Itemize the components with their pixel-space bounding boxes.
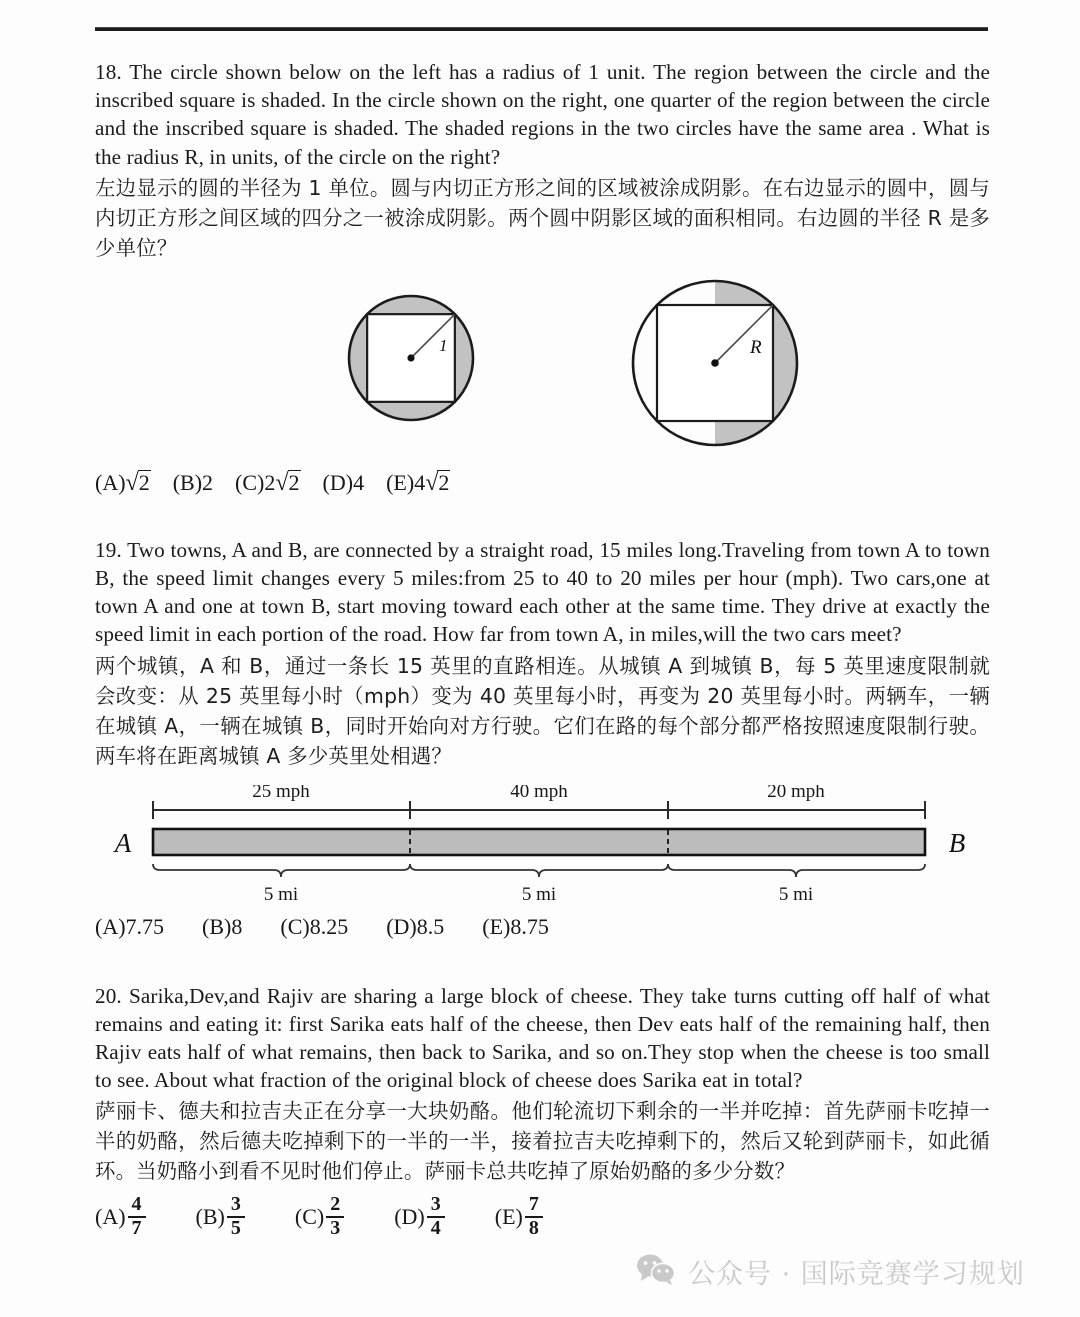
question-20-choices: [95, 1194, 990, 1239]
choice-20-A-numerator: 4: [131, 1193, 142, 1216]
choice-18-C[interactable]: [235, 470, 301, 496]
choice-20-D-key: (D): [394, 1204, 425, 1230]
question-18-chinese: 左边显示的圆的半径为 1 单位。圆与内切正方形之间的区域被涂成阴影。在右边显示的圆中，圆与内切正方形之间区域的四分之一被涂成阴影。两个圆中阴影区域的面积相同。右边圆的半径 R 是多少单位？: [95, 175, 990, 260]
choice-20-C[interactable]: [295, 1194, 346, 1239]
choice-19-B-key: (B): [202, 913, 232, 939]
choice-20-A-fraction: [128, 1194, 146, 1239]
choice-19-C[interactable]: [280, 914, 348, 940]
choice-19-E[interactable]: [482, 914, 549, 940]
choice-18-B-key: (B): [172, 469, 203, 495]
choice-20-D-denominator: 4: [427, 1216, 445, 1240]
question-18-choices: [95, 470, 990, 496]
two-circles-svg: [95, 263, 990, 468]
road-bar-svg: [95, 785, 990, 910]
question-19: [95, 536, 990, 940]
choice-18-B[interactable]: [173, 470, 213, 496]
choice-19-A[interactable]: [95, 914, 164, 940]
choice-19-D-key: (D): [386, 913, 417, 939]
choice-20-B-key: (B): [195, 1204, 225, 1230]
town-label-B: B: [948, 827, 966, 858]
right-circle-group: [633, 281, 797, 445]
right-center-dot: [711, 359, 719, 367]
question-19-choices: [95, 914, 990, 940]
choice-19-B[interactable]: [202, 914, 242, 940]
choice-20-B-fraction: [227, 1194, 245, 1239]
choice-19-E-value: 8.75: [510, 913, 549, 939]
choice-20-E[interactable]: [495, 1194, 545, 1239]
speed-label-0: 25 mph: [252, 784, 310, 802]
choice-18-A-key: (A): [95, 469, 126, 495]
distance-label-0: 5 mi: [263, 883, 299, 905]
choice-20-B[interactable]: [196, 1194, 247, 1239]
question-18-english: 18. The circle shown below on the left has a radius of 1 unit. The region between the circle and the inscribed square is shaded. In the circle shown on the right, one quarter of the region between the circle and the inscribed square is shaded. The shaded regions in the two circles have the same area . What is the radius R, in units, of the circle on the right?: [95, 60, 990, 169]
town-label-A: A: [114, 827, 132, 858]
wechat-icon: [636, 1253, 676, 1291]
choice-19-D[interactable]: [386, 914, 444, 940]
choice-19-D-value: 8.5: [416, 913, 445, 939]
road-bar: [153, 829, 925, 855]
question-18: [95, 58, 990, 496]
choice-18-A[interactable]: [95, 470, 151, 496]
choice-19-A-key: (A): [95, 913, 126, 939]
choice-20-C-denominator: 3: [326, 1216, 344, 1240]
distance-label-2: 5 mi: [778, 883, 814, 905]
distance-label-1: 5 mi: [521, 883, 557, 905]
choice-20-D-fraction: [427, 1194, 445, 1239]
question-19-english: 19. Two towns, A and B, are connected by a straight road, 15 miles long.Traveling from town A to town B, the speed limit changes every 5 miles:from 25 to 40 to 20 miles per hour (mph). Two cars,one at town A and one at town B, start moving toward each other at the same time. They drive at exactly the speed limit in each portion of the road. How far from town A, in miles,will the two cars meet?: [95, 537, 990, 647]
choice-18-D-value: 4: [353, 469, 365, 495]
choice-18-E[interactable]: [386, 470, 450, 496]
choice-20-C-numerator: 2: [330, 1193, 341, 1216]
choice-20-A-key: (A): [95, 1204, 126, 1230]
choice-20-E-key: (E): [494, 1204, 523, 1230]
choice-18-D-key: (D): [322, 469, 354, 495]
choice-18-C-key: (C): [235, 469, 265, 495]
choice-19-E-key: (E): [482, 913, 511, 939]
question-19-chinese: 两个城镇，A 和 B，通过一条长 15 英里的直路相连。从城镇 A 到城镇 B，每 5 英里速度限制就会改变：从 25 英里每小时（mph）变为 40 英里每小时，再变为 20 英里每小时。两辆车，一辆在城镇 A，一辆在城镇 B，同时开始向对方行驶。它们在路的每个部分都严格按照速度限制行驶。两车将在距离城镇 A 多少英里处相遇？: [95, 653, 990, 768]
choice-19-A-value: 7.75: [125, 913, 165, 939]
choice-20-B-denominator: 5: [227, 1216, 245, 1240]
choice-18-D[interactable]: [323, 470, 365, 496]
road-top-measure: [153, 801, 925, 819]
figure-two-circles: [95, 263, 990, 468]
choice-19-C-key: (C): [280, 913, 310, 939]
choice-19-C-value: 8.25: [309, 913, 349, 939]
watermark-text: 公众号 · 国际竞赛学习规划: [688, 1259, 1025, 1290]
choice-20-B-numerator: 3: [230, 1193, 241, 1216]
choice-18-E-key: (E): [386, 469, 415, 495]
document-content: [95, 58, 990, 1240]
left-radius-label: 1: [439, 335, 448, 355]
left-circle-group: [349, 296, 473, 420]
choice-20-E-denominator: 8: [525, 1216, 543, 1240]
top-horizontal-rule: [95, 27, 988, 31]
choice-18-A-value: √ 2: [125, 470, 150, 497]
choice-20-C-key: (C): [294, 1204, 325, 1230]
speed-label-1: 40 mph: [510, 784, 568, 802]
speed-label-2: 20 mph: [767, 784, 825, 802]
choice-20-E-fraction: [525, 1194, 543, 1239]
question-20: [95, 982, 990, 1240]
choice-18-B-value: 2: [202, 469, 214, 495]
left-center-dot: [407, 354, 414, 361]
question-20-chinese: 萨丽卡、德夫和拉吉夫正在分享一大块奶酪。他们轮流切下剩余的一半并吃掉：首先萨丽卡吃掉一半的奶酪，然后德夫吃掉剩下的一半的一半，接着拉吉夫吃掉剩下的，然后又轮到萨丽卡，如此循环。当奶酪小到看不见时他们停止。萨丽卡总共吃掉了原始奶酪的多少分数？: [95, 1099, 990, 1184]
choice-20-A-denominator: 7: [128, 1216, 146, 1240]
choice-19-B-value: 8: [231, 913, 243, 939]
choice-20-A[interactable]: [95, 1194, 148, 1239]
choice-20-C-fraction: [326, 1194, 344, 1239]
choice-20-D[interactable]: [394, 1194, 447, 1239]
choice-20-E-numerator: 7: [528, 1193, 539, 1216]
choice-20-D-numerator: 3: [430, 1193, 441, 1216]
figure-road-bar: [95, 785, 990, 910]
road-bottom-braces: [153, 864, 925, 877]
question-20-english: 20. Sarika,Dev,and Rajiv are sharing a large block of cheese. They take turns cutting off half of what remains and eating it: first Sarika eats half of the cheese, then Dev eats half of the remaining half, then Rajiv eats half of what remains, then back to Sarika, and so on.They stop when the cheese is too small to see. About what fraction of the original block of cheese does Sarika eat in total?: [95, 983, 990, 1093]
right-radius-label: R: [750, 336, 762, 358]
choice-18-C-value: 2 √ 2: [264, 469, 300, 496]
wechat-watermark: [636, 1252, 1025, 1291]
choice-18-E-value: 4 √ 2: [414, 469, 450, 496]
